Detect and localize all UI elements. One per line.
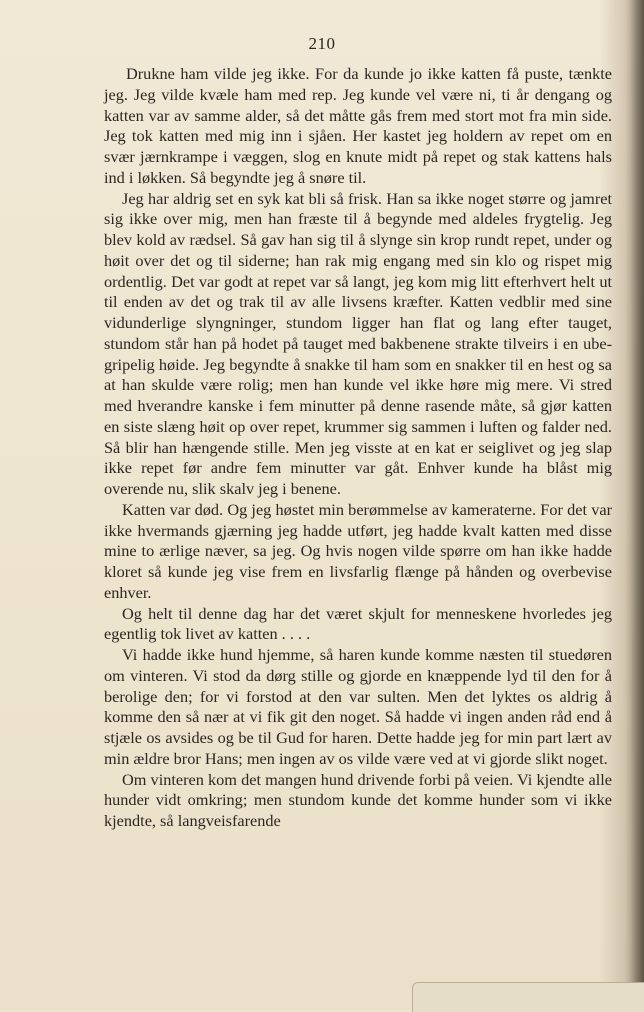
paragraph: Jeg har aldrig set en syk kat bli så frisk. Han sa ikke noget større og jamret sig ikke over mig, men han fræste til å begynde med aldeles frygtelig. Jeg blev kold av rædsel. Så gav han sig til å slynge sin krop rundt repet, under og høit over det og til siderne; han rak mig engang med sin klo og rispet mig ordentlig. Det var godt at repet var så langt, jeg kom mig litt efterhvert helt ut til enden av det og trak til av alle livsens kræfter. Katten vedblir med sine vidunderlige slyngninger, stundom ligger han flat og lang efter tauget, stundom står han på hodet på tauget med bakbenene strakte tilveirs i en ubegripelig høide. Jeg begyndte å snakke til ham som en snakker til en hest og sa at han skulde være rolig; men han kunde vel ikke høre mig mere. Vi stred med hverandre kanske i fem minutter på denne rasende måte, så gjør katten en siste slæng høit op over repet, krummer sig sammen i luften og falder ned. Så blir han hængende stille. Men jeg visste at en kat er seiglivet og jeg slap ikke repet før andre fem minutter var gåt. Enhver kunde ha blåst mig overende nu, slik skalv jeg i benene. — [104, 188, 612, 498]
paragraph: Og helt til denne dag har det været skjult for menneskene hvorledes jeg egentlig tok livet av katten . . . . — [104, 603, 612, 644]
page-number: 210 — [308, 34, 336, 53]
paragraph: Katten var død. Og jeg høstet min berømmelse av kameraterne. For det var ikke hvermands gjærning jeg hadde utført, jeg hadde kvalt katten med disse mine to ærlige næver, sa jeg. Og hvis nogen vilde spørre om han ikke hadde kloret så kunde jeg vise frem en livsfarlig flænge på hånden og overbevise enhver. — [104, 499, 612, 602]
page-edge-shadow — [630, 0, 644, 1011]
body-text — [104, 64, 612, 832]
paragraph: Om vinteren kom det mangen hund drivende forbi på veien. Vi kjendte alle hunder vidt omkring; men stundom kunde det komme hunder som vi ikke kjendte, så langveisfarende — [104, 769, 612, 830]
paper-scrap — [412, 982, 644, 1012]
paragraph: Vi hadde ikke hund hjemme, så haren kunde komme næsten til stuedøren om vinteren. Vi stod da dørg stille og gjorde en knæppende lyd til den for å berolige den; for vi forstod at den var sulten. Men det lyktes os aldrig å komme den så nær at vi fik git den noget. Så hadde vi ingen anden råd end å stjæle os avsides og be til Gud for haren. Dette hadde jeg for min part lært av min ældre bror Hans; men ingen av os vilde være ved at vi gjorde slikt noget. — [104, 645, 612, 768]
paragraph: Drukne ham vilde jeg ikke. For da kunde jo ikke katten få puste, tænkte jeg. Jeg vilde kvæle ham med rep. Jeg kunde vel være ni, ti år dengang og katten var av samme alder, så det måtte gås frem med stort mot fra min side. Jeg tok katten med mig inn i sjåen. Her kastet jeg holdern av repet om en svær jærnkrampe i væggen, slog en knute midt på repet og stak kattens hals ind i løkken. Så begyndte jeg å snøre til. — [104, 64, 612, 187]
